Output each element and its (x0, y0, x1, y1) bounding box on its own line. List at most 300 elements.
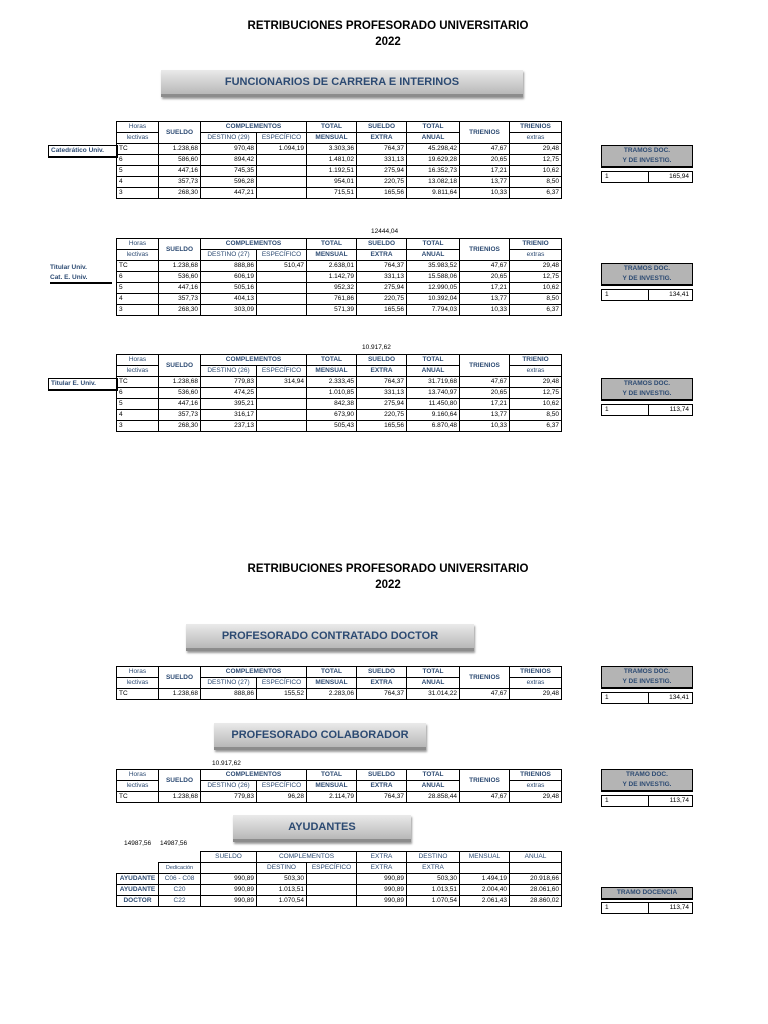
col-lectivas: lectivas (117, 781, 159, 792)
row-value-cell: 6,37 (510, 421, 562, 432)
tramo-count: 1 (602, 693, 649, 703)
row-value-cell: 761,86 (307, 294, 357, 305)
table-row (117, 885, 562, 896)
col-sueldo-extra: SUELDO (357, 122, 407, 133)
row-value-cell: 1.238,68 (159, 689, 201, 700)
col-especifico: ESPECÍFICO (257, 250, 307, 261)
row-hours-cell: 4 (117, 294, 159, 305)
col-anual: ANUAL (407, 133, 460, 144)
tramo-header: TRAMO DOCENCIA (601, 887, 693, 900)
col-mensual: MENSUAL (307, 781, 357, 792)
row-hours-cell: 5 (117, 283, 159, 294)
row-value-cell: 447,16 (159, 399, 201, 410)
tramo-count: 1 (602, 405, 649, 415)
row-value-cell: 96,28 (257, 792, 307, 803)
tramo-value: 113,74 (669, 904, 689, 911)
col-mensual: MENSUAL (307, 366, 357, 377)
col-extras: extras (510, 250, 562, 261)
row-dedication-cell: C06 - C08 (159, 874, 201, 885)
row-value-cell: 2.333,45 (307, 377, 357, 388)
col-extras: extras (510, 133, 562, 144)
row-value-cell: 275,94 (357, 399, 407, 410)
col-trienios: TRIENIOS (460, 770, 510, 792)
row-value-cell: 10,62 (510, 399, 562, 410)
row-value-cell: 47,67 (460, 689, 510, 700)
tramo-box (601, 887, 693, 914)
row-value-cell: 29,48 (510, 261, 562, 272)
row-value-cell: 268,30 (159, 188, 201, 199)
row-value-cell: 1.013,51 (407, 885, 460, 896)
col-mensual: MENSUAL (307, 678, 357, 689)
row-value-cell: 13.740,97 (407, 388, 460, 399)
row-value-cell: 13,77 (460, 294, 510, 305)
row-value-cell: 357,73 (159, 410, 201, 421)
col-total-anual: TOTAL (407, 239, 460, 250)
row-hours-cell: 3 (117, 305, 159, 316)
row-value-cell: 10,33 (460, 421, 510, 432)
section-banner-funcionarios: FUNCIONARIOS DE CARRERA E INTERINOS (161, 70, 523, 97)
row-value-cell: 404,13 (201, 294, 257, 305)
row-value-cell: 20.918,66 (510, 874, 562, 885)
col-anual: ANUAL (407, 678, 460, 689)
row-label-cat-e: Cat. E. Univ. (50, 273, 112, 284)
row-value-cell: 1.070,54 (257, 896, 307, 907)
table-row (117, 792, 562, 803)
col-mensual: MENSUAL (307, 250, 357, 261)
col-trienios: TRIENIOS (460, 122, 510, 144)
row-value-cell: 20,65 (460, 155, 510, 166)
col-trienios: TRIENIOS (460, 355, 510, 377)
col-complementos: COMPLEMENTOS (201, 770, 307, 781)
row-hours-cell: TC (117, 792, 159, 803)
col-complementos: COMPLEMENTOS (201, 239, 307, 250)
row-value-cell: 571,39 (307, 305, 357, 316)
row-value-cell: 2.114,79 (307, 792, 357, 803)
row-value-cell: 165,56 (357, 421, 407, 432)
row-value-cell: 165,56 (357, 305, 407, 316)
row-value-cell: 17,21 (460, 166, 510, 177)
row-value-cell: 268,30 (159, 421, 201, 432)
row-value-cell (307, 896, 357, 907)
row-value-cell (257, 421, 307, 432)
row-value-cell: 1.238,68 (159, 144, 201, 155)
col-extras: extras (510, 678, 562, 689)
tramo-value: 113,74 (669, 797, 689, 804)
row-value-cell (257, 155, 307, 166)
note-value-2: 14987,56 (160, 840, 188, 847)
col-sueldo: SUELDO (159, 667, 201, 689)
row-value-cell: 8,50 (510, 410, 562, 421)
col-sueldo: SUELDO (201, 852, 257, 863)
col-sueldo-extra: SUELDO (357, 239, 407, 250)
row-value-cell: 47,67 (460, 261, 510, 272)
col-extra: EXTRA (357, 678, 407, 689)
col-extra: EXTRA (357, 133, 407, 144)
row-value-cell: 1.013,51 (257, 885, 307, 896)
col-destino: DESTINO (26) (201, 366, 257, 377)
row-hours-cell: 6 (117, 272, 159, 283)
row-value-cell (257, 177, 307, 188)
tramo-header-2: Y DE INVESTIG. (601, 389, 693, 401)
row-value-cell: 954,01 (307, 177, 357, 188)
row-value-cell: 586,60 (159, 155, 201, 166)
row-value-cell: 2.638,01 (307, 261, 357, 272)
row-dedication-cell: C20 (159, 885, 201, 896)
col-total: TOTAL (307, 239, 357, 250)
row-value-cell: 764,37 (357, 261, 407, 272)
page-year-2: 2022 (375, 579, 401, 591)
col-complementos: COMPLEMENTOS (201, 122, 307, 133)
row-value-cell: 237,13 (201, 421, 257, 432)
col-especifico: ESPECÍFICO (257, 678, 307, 689)
row-value-cell: 888,86 (201, 261, 257, 272)
table-row (117, 155, 562, 166)
col-total: TOTAL (307, 355, 357, 366)
col-horas: Horas (117, 122, 159, 133)
tramo-header-2: Y DE INVESTIG. (601, 156, 693, 168)
row-hours-cell: 6 (117, 388, 159, 399)
col-destino: DESTINO (27) (201, 250, 257, 261)
row-value-cell: 447,21 (201, 188, 257, 199)
row-label-titular: Titular Univ. (50, 264, 87, 271)
col-complementos: COMPLEMENTOS (201, 667, 307, 678)
col-anual: ANUAL (407, 366, 460, 377)
table-row (117, 166, 562, 177)
row-hours-cell: 3 (117, 188, 159, 199)
row-value-cell: 29,48 (510, 689, 562, 700)
row-value-cell: 764,37 (357, 144, 407, 155)
tramo-value: 134,41 (669, 291, 689, 298)
row-value-cell: 536,60 (159, 272, 201, 283)
row-value-cell: 1.142,79 (307, 272, 357, 283)
col-horas: Horas (117, 770, 159, 781)
row-value-cell: 510,47 (257, 261, 307, 272)
row-value-cell: 29,48 (510, 792, 562, 803)
row-value-cell: 220,75 (357, 177, 407, 188)
row-value-cell: 596,28 (201, 177, 257, 188)
row-value-cell: 970,48 (201, 144, 257, 155)
tramo-box (601, 666, 693, 704)
row-value-cell: 19.629,28 (407, 155, 460, 166)
row-value-cell: 673,90 (307, 410, 357, 421)
row-value-cell: 1.192,51 (307, 166, 357, 177)
row-value-cell: 13,77 (460, 410, 510, 421)
row-value-cell: 331,13 (357, 155, 407, 166)
row-value-cell: 12,75 (510, 388, 562, 399)
tramo-header: TRAMOS DOC. (601, 378, 693, 389)
row-value-cell: 155,52 (257, 689, 307, 700)
row-category-label: AYUDANTE (117, 885, 159, 896)
col-horas: Horas (117, 355, 159, 366)
tramo-header: TRAMO DOC. (601, 769, 693, 780)
col-sueldo-extra: SUELDO (357, 355, 407, 366)
row-value-cell: 1.481,02 (307, 155, 357, 166)
row-value-cell: 275,94 (357, 166, 407, 177)
section-banner-colaborador: PROFESORADO COLABORADOR (214, 723, 426, 750)
row-value-cell: 990,89 (357, 874, 407, 885)
col-sueldo: SUELDO (159, 122, 201, 144)
row-value-cell (257, 388, 307, 399)
row-value-cell: 779,83 (201, 377, 257, 388)
row-value-cell: 16.352,73 (407, 166, 460, 177)
row-value-cell: 447,16 (159, 283, 201, 294)
col-dedicacion: Dedicación (159, 863, 201, 874)
col-trienios: TRIENIOS (460, 239, 510, 261)
table-colaborador (116, 769, 562, 803)
table-row (117, 144, 562, 155)
note-value: 10.917,62 (212, 760, 241, 767)
table-row (117, 689, 562, 700)
col-extra: EXTRA (357, 250, 407, 261)
tramo-box (601, 378, 693, 416)
row-value-cell: 29,48 (510, 144, 562, 155)
col-total-anual: TOTAL (407, 770, 460, 781)
row-value-cell: 3.303,36 (307, 144, 357, 155)
row-value-cell: 12.990,05 (407, 283, 460, 294)
tramo-box (601, 769, 693, 807)
col-complementos: COMPLEMENTOS (257, 852, 357, 863)
row-value-cell: 715,51 (307, 188, 357, 199)
row-value-cell: 331,13 (357, 272, 407, 283)
row-value-cell: 990,89 (357, 896, 407, 907)
table-row (117, 874, 562, 885)
row-value-cell: 990,89 (201, 874, 257, 885)
table-row (117, 421, 562, 432)
col-mensual: MENSUAL (460, 852, 510, 863)
row-value-cell: 606,19 (201, 272, 257, 283)
row-value-cell (307, 885, 357, 896)
col-mensual: MENSUAL (307, 133, 357, 144)
table-row (117, 399, 562, 410)
row-value-cell: 10,33 (460, 305, 510, 316)
row-value-cell: 888,86 (201, 689, 257, 700)
col-total-anual: TOTAL (407, 355, 460, 366)
row-value-cell: 1.238,68 (159, 261, 201, 272)
row-value-cell: 8,50 (510, 177, 562, 188)
row-value-cell: 357,73 (159, 177, 201, 188)
col-lectivas: lectivas (117, 678, 159, 689)
col-destino: DESTINO (26) (201, 781, 257, 792)
row-category-label: AYUDANTE (117, 874, 159, 885)
col-horas: Horas (117, 239, 159, 250)
row-value-cell: 6,37 (510, 305, 562, 316)
row-value-cell: 12,75 (510, 155, 562, 166)
row-value-cell: 952,32 (307, 283, 357, 294)
row-value-cell: 2.061,43 (460, 896, 510, 907)
row-value-cell: 1.094,19 (257, 144, 307, 155)
tramo-header: TRAMOS DOC. (601, 145, 693, 156)
table-row (117, 305, 562, 316)
table-row (117, 261, 562, 272)
col-trienio-extras: TRIENIO (510, 355, 562, 366)
row-value-cell: 6.870,48 (407, 421, 460, 432)
col-extras: extras (510, 366, 562, 377)
row-value-cell (257, 305, 307, 316)
row-value-cell: 28.061,60 (510, 885, 562, 896)
row-value-cell: 268,30 (159, 305, 201, 316)
col-extra: EXTRA (357, 781, 407, 792)
note-value: 10.917,62 (362, 344, 391, 351)
row-value-cell: 395,21 (201, 399, 257, 410)
row-value-cell (257, 272, 307, 283)
row-value-cell (257, 166, 307, 177)
col-total-anual: TOTAL (407, 122, 460, 133)
row-value-cell: 1.238,68 (159, 792, 201, 803)
row-value-cell: 1.010,85 (307, 388, 357, 399)
table-row (117, 410, 562, 421)
row-value-cell (257, 294, 307, 305)
col-complementos: COMPLEMENTOS (201, 355, 307, 366)
col-total-anual: TOTAL (407, 667, 460, 678)
table-row (117, 896, 562, 907)
section-banner-ayudantes: AYUDANTES (233, 815, 411, 842)
row-value-cell: 357,73 (159, 294, 201, 305)
col-destino: DESTINO (29) (201, 133, 257, 144)
row-value-cell: 314,94 (257, 377, 307, 388)
row-value-cell: 29,48 (510, 377, 562, 388)
row-value-cell: 303,09 (201, 305, 257, 316)
row-value-cell: 764,37 (357, 377, 407, 388)
row-value-cell (257, 188, 307, 199)
row-value-cell: 1.070,54 (407, 896, 460, 907)
tramo-header-2: Y DE INVESTIG. (601, 780, 693, 792)
page-title: RETRIBUCIONES PROFESORADO UNIVERSITARIO (247, 20, 529, 32)
tramo-count: 1 (602, 290, 649, 300)
row-value-cell: 990,89 (201, 885, 257, 896)
row-value-cell: 47,67 (460, 377, 510, 388)
section-banner-contratado: PROFESORADO CONTRATADO DOCTOR (186, 624, 474, 651)
tramo-value: 113,74 (669, 406, 689, 413)
col-especifico: ESPECÍFICO (257, 366, 307, 377)
row-value-cell: 2.283,06 (307, 689, 357, 700)
row-value-cell: 47,67 (460, 792, 510, 803)
col-destino-2: DESTINO (257, 863, 307, 874)
tramo-value: 165,94 (669, 173, 689, 180)
row-value-cell: 10,62 (510, 166, 562, 177)
table-catedratico (116, 121, 562, 199)
col-sueldo-extra: SUELDO (357, 770, 407, 781)
row-value-cell: 31.719,68 (407, 377, 460, 388)
row-value-cell: 779,83 (201, 792, 257, 803)
row-value-cell: 10.392,04 (407, 294, 460, 305)
col-lectivas: lectivas (117, 250, 159, 261)
row-value-cell: 45.298,42 (407, 144, 460, 155)
note-value: 12444,04 (371, 228, 399, 235)
note-value: 14987,56 (124, 840, 152, 847)
row-value-cell (257, 283, 307, 294)
row-value-cell: 28.858,44 (407, 792, 460, 803)
tramo-box (601, 145, 693, 183)
row-value-cell: 10,33 (460, 188, 510, 199)
page-title-2: RETRIBUCIONES PROFESORADO UNIVERSITARIO (247, 563, 529, 575)
row-label-titular-e: Titular E. Univ. (48, 378, 118, 391)
col-trienios: TRIENIOS (460, 667, 510, 689)
table-titular-e (116, 354, 562, 432)
table-row (117, 272, 562, 283)
row-value-cell: 2.004,40 (460, 885, 510, 896)
row-value-cell: 9.160,64 (407, 410, 460, 421)
row-hours-cell: 6 (117, 155, 159, 166)
row-value-cell (257, 410, 307, 421)
row-hours-cell: 4 (117, 410, 159, 421)
row-value-cell: 17,21 (460, 283, 510, 294)
row-value-cell: 13,77 (460, 177, 510, 188)
col-extra: EXTRA (357, 852, 407, 863)
row-value-cell: 474,25 (201, 388, 257, 399)
row-value-cell: 12,75 (510, 272, 562, 283)
table-row (117, 188, 562, 199)
table-titular (116, 238, 562, 316)
row-category-label: DOCTOR (117, 896, 159, 907)
col-destino: DESTINO (407, 852, 460, 863)
col-sueldo: SUELDO (159, 770, 201, 792)
row-value-cell: 28.860,02 (510, 896, 562, 907)
row-value-cell: 7.794,03 (407, 305, 460, 316)
col-extra-2: EXTRA (357, 863, 407, 874)
tramo-header: TRAMOS DOC. (601, 666, 693, 677)
row-value-cell: 503,30 (407, 874, 460, 885)
row-value-cell: 990,89 (201, 896, 257, 907)
row-value-cell: 1.494,19 (460, 874, 510, 885)
row-value-cell: 316,17 (201, 410, 257, 421)
row-value-cell: 764,37 (357, 689, 407, 700)
row-value-cell (307, 874, 357, 885)
tramo-count: 1 (602, 172, 649, 182)
col-extras: extras (510, 781, 562, 792)
row-label-catedratico: Catedrático Univ. (48, 145, 118, 158)
row-value-cell: 220,75 (357, 294, 407, 305)
tramo-header: TRAMOS DOC. (601, 263, 693, 274)
row-hours-cell: TC (117, 377, 159, 388)
tramo-count: 1 (602, 903, 649, 913)
row-value-cell: 220,75 (357, 410, 407, 421)
table-row (117, 283, 562, 294)
row-hours-cell: 5 (117, 399, 159, 410)
col-total: TOTAL (307, 122, 357, 133)
row-dedication-cell: C22 (159, 896, 201, 907)
col-especifico: ESPECÍFICO (307, 863, 357, 874)
row-value-cell: 20,65 (460, 272, 510, 283)
row-value-cell: 13.082,18 (407, 177, 460, 188)
row-value-cell: 31.014,22 (407, 689, 460, 700)
row-value-cell: 505,16 (201, 283, 257, 294)
table-row (117, 294, 562, 305)
table-row (117, 388, 562, 399)
col-total: TOTAL (307, 667, 357, 678)
row-value-cell (257, 399, 307, 410)
row-value-cell: 35.983,52 (407, 261, 460, 272)
col-especifico: ESPECÍFICO (257, 133, 307, 144)
col-trienios-extras: TRIENIOS (510, 770, 562, 781)
col-horas: Horas (117, 667, 159, 678)
row-value-cell: 894,42 (201, 155, 257, 166)
table-row (117, 177, 562, 188)
col-anual: ANUAL (407, 250, 460, 261)
row-value-cell: 8,50 (510, 294, 562, 305)
col-trienios-extras: TRIENIOS (510, 122, 562, 133)
table-contratado-doctor (116, 666, 562, 700)
row-value-cell: 990,89 (357, 885, 407, 896)
table-row (117, 377, 562, 388)
col-trienios-extras: TRIENIOS (510, 667, 562, 678)
col-especifico: ESPECÍFICO (257, 781, 307, 792)
col-anual: ANUAL (407, 781, 460, 792)
col-destino: DESTINO (27) (201, 678, 257, 689)
tramo-box (601, 263, 693, 301)
row-value-cell: 536,60 (159, 388, 201, 399)
row-value-cell: 15.588,06 (407, 272, 460, 283)
col-lectivas: lectivas (117, 366, 159, 377)
